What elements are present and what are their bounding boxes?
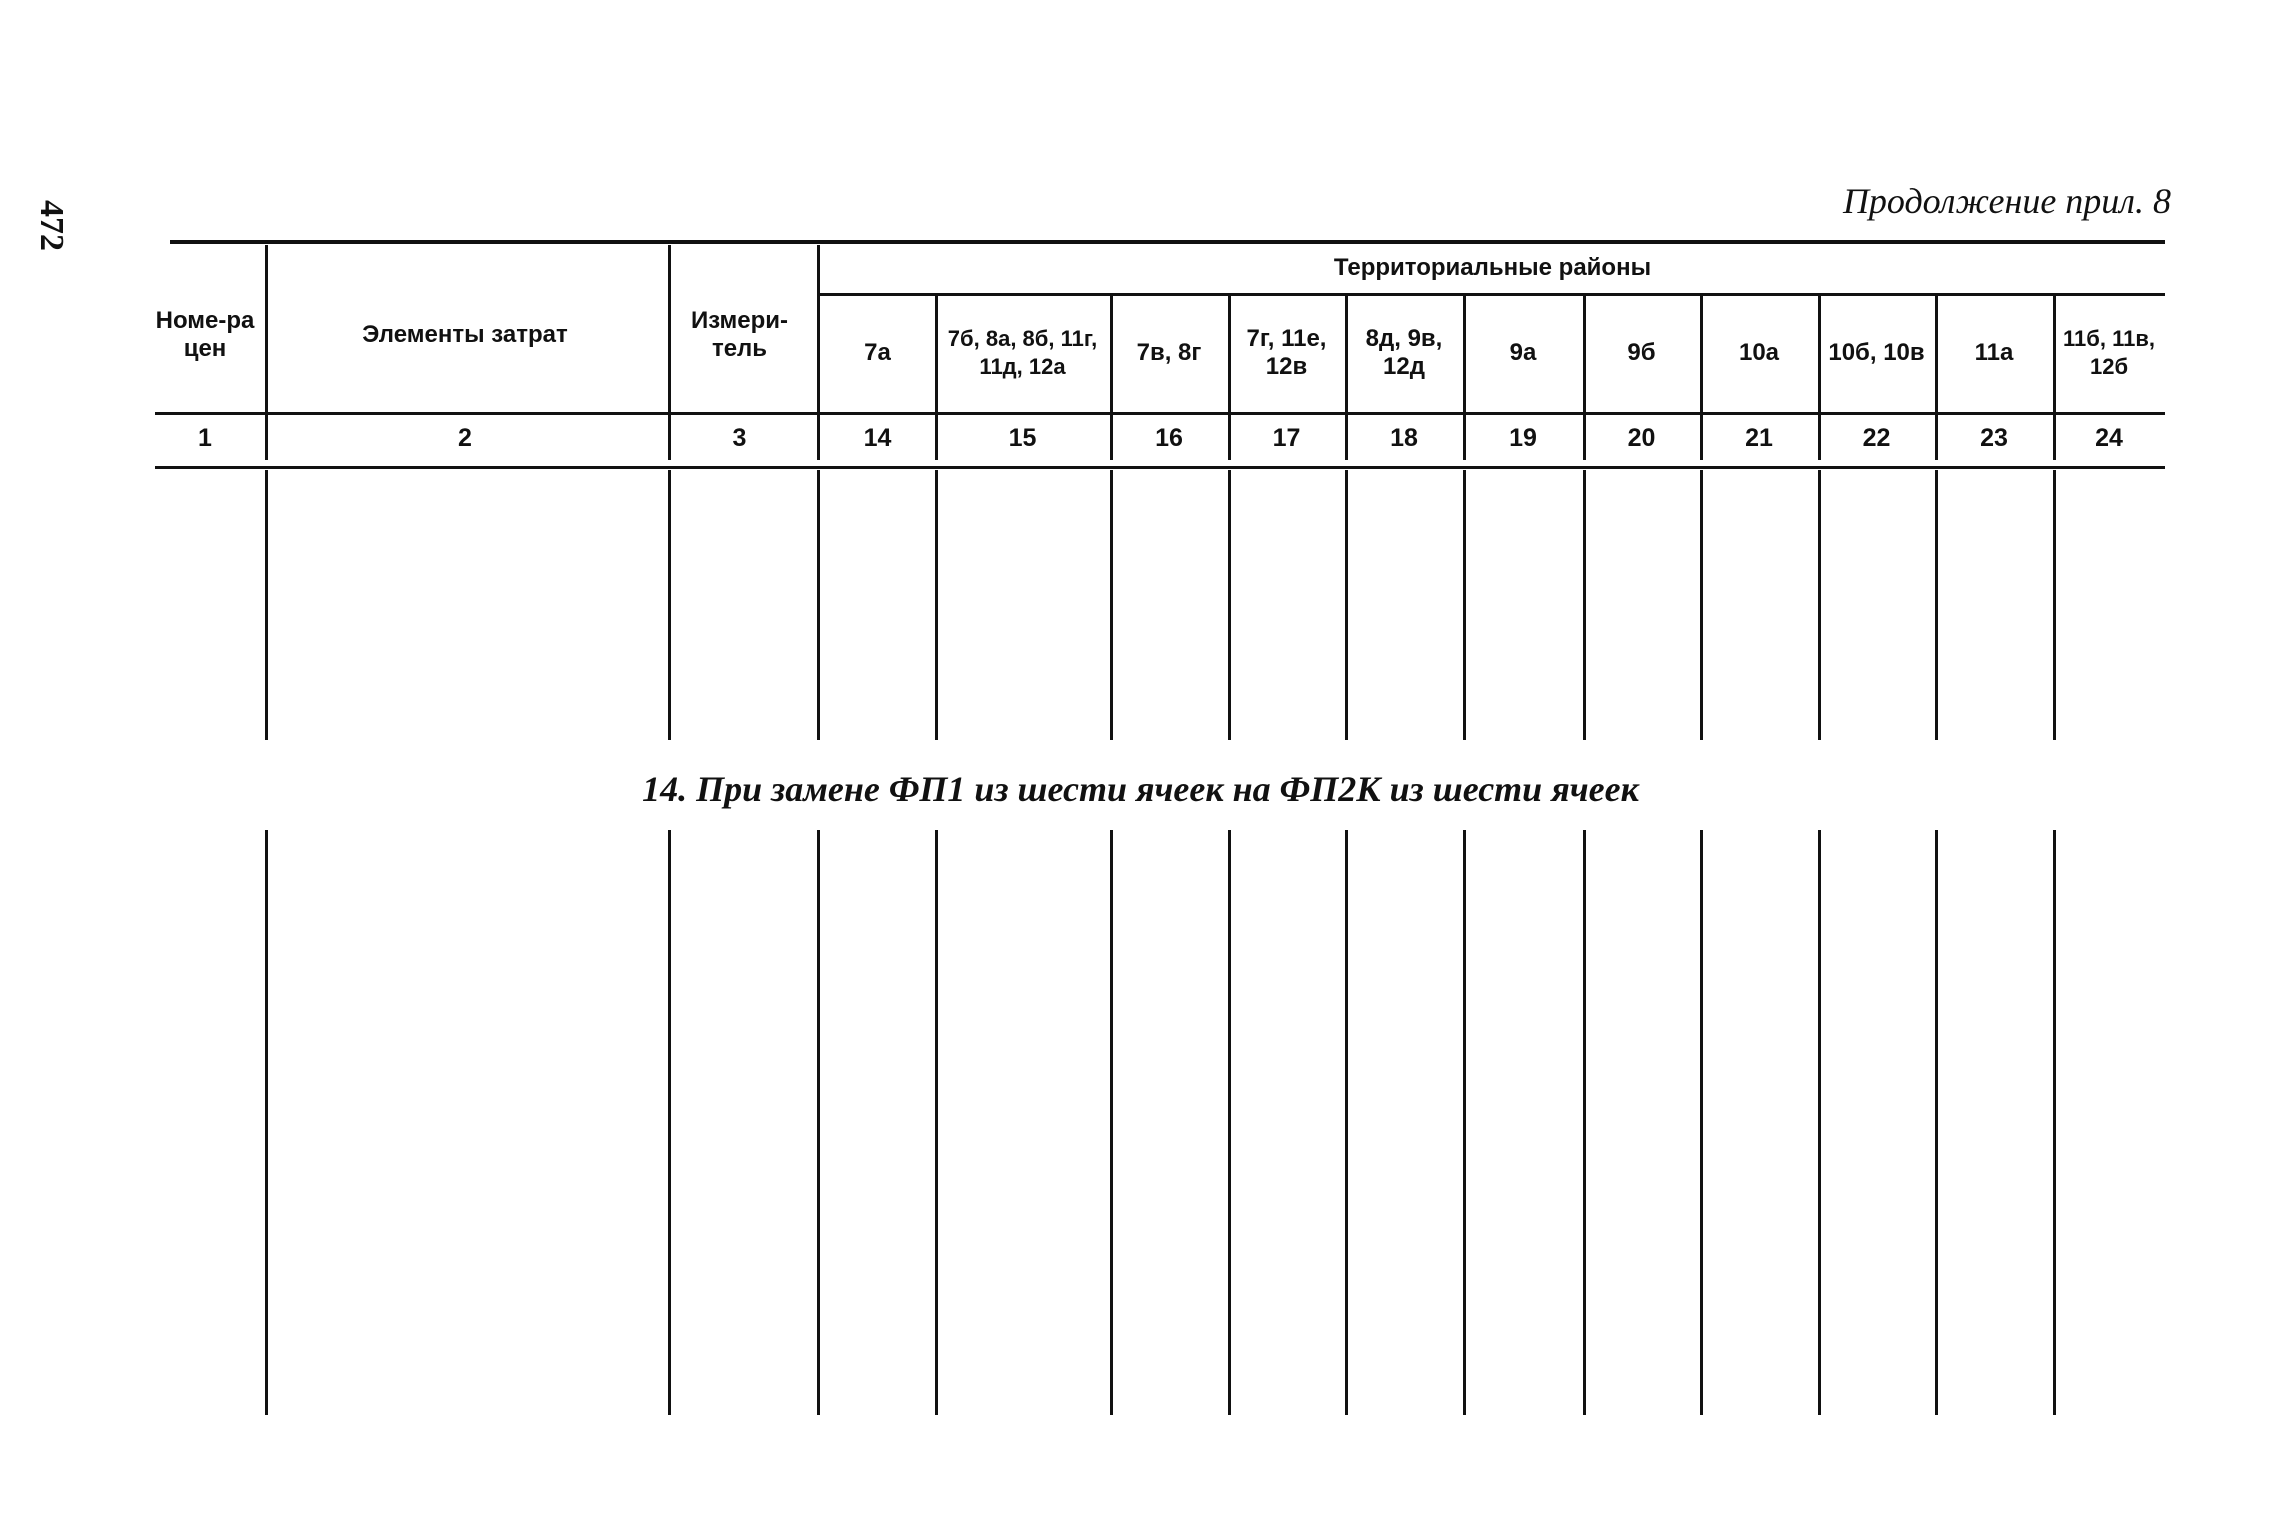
column-divider [668,470,671,740]
district-header: 11а [1974,338,2014,366]
column-number: 24 [2095,424,2123,452]
column-number: 17 [1272,424,1301,452]
column-divider [1110,296,1113,460]
column-divider [1700,470,1703,740]
column-number: 23 [1980,424,2008,452]
column-divider [1228,830,1231,1415]
column-divider [935,470,938,740]
header-elements: Элементы затрат [362,321,568,348]
column-number: 1 [198,424,212,452]
column-number: 16 [1155,424,1183,452]
column-divider [1818,470,1821,740]
column-divider [265,830,268,1415]
column-number: 20 [1627,424,1656,452]
column-divider [2053,296,2056,460]
column-divider [1700,830,1703,1415]
column-divider [1110,830,1113,1415]
column-divider [1818,830,1821,1415]
header-bottom-rule [155,412,2165,415]
colnum-bottom-rule [155,466,2165,469]
column-number: 14 [863,424,892,452]
column-number: 19 [1509,424,1537,452]
column-divider [1345,830,1348,1415]
column-divider [1110,470,1113,740]
header-number: Номе-ра цен [155,307,255,362]
section-title: 14. При замене ФП1 из шести ячеек на ФП2К из шести ячеек [642,769,1639,809]
column-number: 21 [1745,424,1773,452]
district-header: 7а [864,338,891,366]
column-divider [1345,296,1348,460]
column-divider [265,470,268,740]
column-divider [2053,830,2056,1415]
district-header: 8д, 9в, 12д [1365,324,1443,380]
column-divider [1935,470,1938,740]
column-divider [1700,296,1703,460]
column-divider [1818,296,1821,460]
column-divider [817,470,820,740]
column-divider [1345,470,1348,740]
column-divider [1463,296,1466,460]
district-header: 9б [1627,338,1656,366]
column-divider [1935,296,1938,460]
column-number: 18 [1390,424,1418,452]
header-unit: Измери-тель [690,307,789,362]
page-number: 472 [33,200,70,251]
column-divider [935,296,938,460]
column-number: 22 [1862,424,1891,452]
column-number: 3 [732,424,747,452]
district-header: 10б, 10в [1828,338,1925,366]
districts-rule [820,293,2165,296]
district-header: 11б, 11в, 12б [2063,325,2155,379]
column-divider [817,245,820,460]
district-header: 7в, 8г [1136,338,1202,366]
district-header: 7г, 11е, 12в [1246,324,1327,380]
column-divider [1935,830,1938,1415]
column-divider [1463,830,1466,1415]
continuation-label: Продолжение прил. 8 [1842,181,2171,221]
column-divider [265,245,268,460]
column-divider [1228,470,1231,740]
column-divider [1583,296,1586,460]
column-divider [668,245,671,460]
column-divider [668,830,671,1415]
district-header: 7б, 8а, 8б, 11г, 11д, 12а [947,325,1098,379]
column-divider [935,830,938,1415]
table-top-rule [170,240,2165,244]
district-header: 10а [1738,338,1780,366]
column-number: 15 [1008,424,1037,452]
column-divider [2053,470,2056,740]
column-divider [1583,830,1586,1415]
column-divider [1583,470,1586,740]
column-number: 2 [458,424,472,452]
column-divider [1228,296,1231,460]
district-header: 9а [1509,338,1537,366]
column-divider [1463,470,1466,740]
header-territorial: Территориальные районы [1333,253,1652,281]
column-divider [817,830,820,1415]
